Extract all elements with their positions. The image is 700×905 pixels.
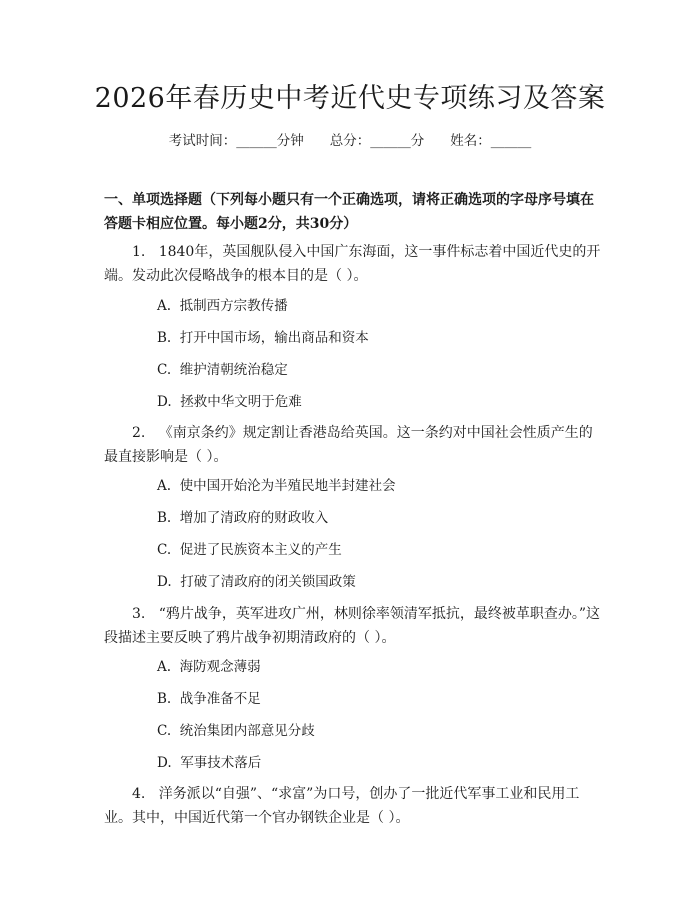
- question-2-option-d: D. 打破了清政府的闭关锁国政策: [157, 574, 356, 590]
- question-1-option-c: C. 维护清朝统治稳定: [157, 362, 288, 378]
- question-2-option-a: A. 使中国开始沦为半殖民地半封建社会: [157, 478, 396, 494]
- question-2-option-c: C. 促进了民族资本主义的产生: [157, 542, 342, 558]
- question-2: 2. 《南京条约》规定割让香港岛给英国。这一条约对中国社会性质产生的最直接影响是（ ）。: [104, 425, 593, 465]
- question-1-option-b: B. 打开中国市场，输出商品和资本: [157, 330, 369, 346]
- question-3: 3. “鸦片战争，英军进攻广州，林则徐率领清军抵抗，最终被革职查办。”这段描述主要反映了鸦片战争初期清政府的（ ）。: [104, 606, 601, 646]
- total-score-field: 总分：______分: [329, 133, 425, 149]
- exam-time-field: 考试时间：______分钟: [168, 133, 304, 149]
- question-3-option-d: D. 军事技术落后: [157, 755, 262, 771]
- section-heading: 一、单项选择题（下列每小题只有一个正确选项，请将正确选项的字母序号填在答题卡相应位置。每小题2分，共30分）: [104, 192, 594, 232]
- question-1: 1. 1840年，英国舰队侵入中国广东海面，这一事件标志着中国近代史的开端。发动此次侵略战争的根本目的是（ ）。: [104, 244, 601, 284]
- student-name-field: 姓名：______: [450, 133, 532, 149]
- question-2-option-b: B. 增加了清政府的财政收入: [157, 510, 329, 526]
- question-1-option-a: A. 抵制西方宗教传播: [157, 298, 288, 314]
- page-title: 2026年春历史中考近代史专项练习及答案: [94, 83, 606, 114]
- question-1-option-d: D. 拯救中华文明于危难: [157, 394, 302, 410]
- exam-meta: [0, 131, 700, 151]
- question-4: 4. 洋务派以“自强”、“求富”为口号，创办了一批近代军事工业和民用工业。其中，中国近代第一个官办钢铁企业是（ ）。: [104, 786, 580, 826]
- question-3-option-c: C. 统治集团内部意见分歧: [157, 723, 315, 739]
- question-3-option-a: A. 海防观念薄弱: [157, 659, 261, 675]
- question-3-option-b: B. 战争准备不足: [157, 691, 261, 707]
